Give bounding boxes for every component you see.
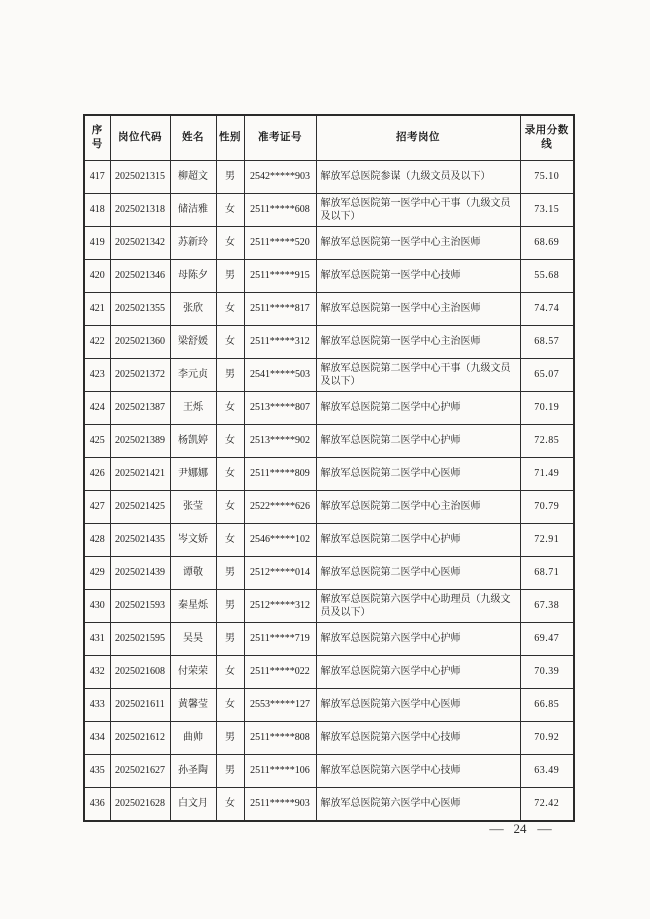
cell-gender: 女 (216, 788, 244, 822)
cell-score-line: 63.49 (520, 755, 574, 788)
cell-ticket-number: 2511*****903 (244, 788, 316, 822)
cell-score-line: 68.71 (520, 557, 574, 590)
cell-position-code: 2025021439 (110, 557, 170, 590)
cell-score-line: 55.68 (520, 260, 574, 293)
header-gender: 性别 (216, 115, 244, 161)
cell-name: 秦星烁 (170, 590, 216, 623)
table-row (84, 656, 574, 689)
cell-score-line: 65.07 (520, 359, 574, 392)
cell-score-line: 69.47 (520, 623, 574, 656)
cell-score-line: 72.85 (520, 425, 574, 458)
cell-ticket-number: 2511*****608 (244, 194, 316, 227)
cell-recruit-position: 解放军总医院第二医学中心医师 (316, 458, 520, 491)
cell-recruit-position: 解放军总医院第六医学中心技师 (316, 755, 520, 788)
cell-recruit-position: 解放军总医院第二医学中心护师 (316, 425, 520, 458)
cell-ticket-number: 2512*****014 (244, 557, 316, 590)
cell-ticket-number: 2511*****520 (244, 227, 316, 260)
cell-recruit-position: 解放军总医院第一医学中心干事（九级文员及以下） (316, 194, 520, 227)
cell-gender: 男 (216, 755, 244, 788)
cell-score-line: 70.79 (520, 491, 574, 524)
cell-recruit-position: 解放军总医院第六医学中心医师 (316, 689, 520, 722)
table-row (84, 590, 574, 623)
cell-seq: 422 (84, 326, 110, 359)
cell-gender: 男 (216, 161, 244, 194)
table-row (84, 260, 574, 293)
table-header-row (84, 115, 574, 161)
cell-gender: 女 (216, 293, 244, 326)
cell-recruit-position: 解放军总医院第二医学中心医师 (316, 557, 520, 590)
cell-name: 梁舒媛 (170, 326, 216, 359)
cell-seq: 425 (84, 425, 110, 458)
header-recruit-position: 招考岗位 (316, 115, 520, 161)
header-score-line: 录用分数线 (520, 115, 574, 161)
cell-gender: 男 (216, 557, 244, 590)
cell-position-code: 2025021628 (110, 788, 170, 822)
table-row (84, 392, 574, 425)
table-row (84, 227, 574, 260)
cell-score-line: 68.69 (520, 227, 574, 260)
cell-name: 柳超文 (170, 161, 216, 194)
cell-name: 谭敬 (170, 557, 216, 590)
cell-name: 孙圣陶 (170, 755, 216, 788)
page-number-value: 24 (513, 821, 527, 836)
cell-ticket-number: 2541*****503 (244, 359, 316, 392)
cell-seq: 430 (84, 590, 110, 623)
table-row (84, 326, 574, 359)
cell-seq: 417 (84, 161, 110, 194)
cell-position-code: 2025021435 (110, 524, 170, 557)
cell-name: 付荣荣 (170, 656, 216, 689)
cell-position-code: 2025021355 (110, 293, 170, 326)
cell-recruit-position: 解放军总医院第二医学中心干事（九级文员及以下） (316, 359, 520, 392)
cell-recruit-position: 解放军总医院第一医学中心主治医师 (316, 227, 520, 260)
cell-gender: 女 (216, 194, 244, 227)
cell-name: 苏新玲 (170, 227, 216, 260)
cell-position-code: 2025021389 (110, 425, 170, 458)
table-row (84, 788, 574, 822)
cell-ticket-number: 2513*****807 (244, 392, 316, 425)
table-row (84, 359, 574, 392)
cell-seq: 436 (84, 788, 110, 822)
page-number (470, 821, 570, 837)
cell-ticket-number: 2512*****312 (244, 590, 316, 623)
admission-score-table (83, 114, 575, 822)
table-row (84, 722, 574, 755)
header-seq: 序号 (84, 115, 110, 161)
cell-recruit-position: 解放军总医院第一医学中心主治医师 (316, 326, 520, 359)
cell-score-line: 73.15 (520, 194, 574, 227)
cell-score-line: 75.10 (520, 161, 574, 194)
cell-score-line: 70.19 (520, 392, 574, 425)
cell-position-code: 2025021593 (110, 590, 170, 623)
cell-position-code: 2025021595 (110, 623, 170, 656)
cell-name: 张莹 (170, 491, 216, 524)
cell-seq: 426 (84, 458, 110, 491)
cell-position-code: 2025021425 (110, 491, 170, 524)
cell-name: 母陈夕 (170, 260, 216, 293)
cell-gender: 男 (216, 260, 244, 293)
cell-position-code: 2025021627 (110, 755, 170, 788)
table-row (84, 491, 574, 524)
cell-gender: 男 (216, 359, 244, 392)
cell-name: 白文月 (170, 788, 216, 822)
cell-position-code: 2025021346 (110, 260, 170, 293)
cell-seq: 424 (84, 392, 110, 425)
cell-gender: 男 (216, 722, 244, 755)
cell-name: 李元贞 (170, 359, 216, 392)
cell-seq: 421 (84, 293, 110, 326)
cell-gender: 男 (216, 590, 244, 623)
table-row (84, 755, 574, 788)
table-row (84, 689, 574, 722)
cell-name: 尹娜娜 (170, 458, 216, 491)
cell-position-code: 2025021372 (110, 359, 170, 392)
cell-gender: 女 (216, 326, 244, 359)
cell-seq: 431 (84, 623, 110, 656)
cell-ticket-number: 2511*****915 (244, 260, 316, 293)
cell-position-code: 2025021612 (110, 722, 170, 755)
cell-ticket-number: 2513*****902 (244, 425, 316, 458)
cell-gender: 女 (216, 458, 244, 491)
cell-seq: 434 (84, 722, 110, 755)
cell-ticket-number: 2511*****106 (244, 755, 316, 788)
cell-seq: 420 (84, 260, 110, 293)
cell-score-line: 67.38 (520, 590, 574, 623)
cell-score-line: 72.42 (520, 788, 574, 822)
table-row (84, 623, 574, 656)
cell-name: 曲帅 (170, 722, 216, 755)
cell-gender: 女 (216, 689, 244, 722)
cell-position-code: 2025021318 (110, 194, 170, 227)
cell-ticket-number: 2511*****022 (244, 656, 316, 689)
cell-seq: 427 (84, 491, 110, 524)
cell-seq: 429 (84, 557, 110, 590)
table-row (84, 161, 574, 194)
cell-ticket-number: 2511*****809 (244, 458, 316, 491)
cell-name: 张欣 (170, 293, 216, 326)
cell-position-code: 2025021315 (110, 161, 170, 194)
cell-seq: 418 (84, 194, 110, 227)
table-row (84, 194, 574, 227)
cell-recruit-position: 解放军总医院参谋（九级文员及以下） (316, 161, 520, 194)
table-row (84, 425, 574, 458)
cell-score-line: 68.57 (520, 326, 574, 359)
cell-recruit-position: 解放军总医院第六医学中心护师 (316, 656, 520, 689)
cell-score-line: 70.92 (520, 722, 574, 755)
table-row (84, 293, 574, 326)
cell-ticket-number: 2553*****127 (244, 689, 316, 722)
cell-recruit-position: 解放军总医院第二医学中心护师 (316, 524, 520, 557)
cell-seq: 423 (84, 359, 110, 392)
cell-name: 储洁雅 (170, 194, 216, 227)
cell-score-line: 72.91 (520, 524, 574, 557)
table-row (84, 524, 574, 557)
cell-position-code: 2025021611 (110, 689, 170, 722)
cell-recruit-position: 解放军总医院第六医学中心技师 (316, 722, 520, 755)
table-row (84, 458, 574, 491)
cell-recruit-position: 解放军总医院第二医学中心主治医师 (316, 491, 520, 524)
cell-seq: 428 (84, 524, 110, 557)
page-number-right-dash: — (536, 821, 552, 836)
cell-position-code: 2025021421 (110, 458, 170, 491)
cell-ticket-number: 2511*****817 (244, 293, 316, 326)
cell-seq: 419 (84, 227, 110, 260)
cell-name: 王烁 (170, 392, 216, 425)
cell-recruit-position: 解放军总医院第六医学中心助理员（九级文员及以下） (316, 590, 520, 623)
cell-name: 岑文娇 (170, 524, 216, 557)
cell-gender: 女 (216, 392, 244, 425)
cell-seq: 433 (84, 689, 110, 722)
cell-ticket-number: 2542*****903 (244, 161, 316, 194)
header-name: 姓名 (170, 115, 216, 161)
page-number-left-dash: — (488, 821, 504, 836)
cell-name: 黄馨莹 (170, 689, 216, 722)
cell-gender: 女 (216, 524, 244, 557)
cell-name: 杨凯婷 (170, 425, 216, 458)
cell-ticket-number: 2511*****719 (244, 623, 316, 656)
cell-name: 吴昊 (170, 623, 216, 656)
cell-gender: 女 (216, 491, 244, 524)
cell-position-code: 2025021387 (110, 392, 170, 425)
cell-position-code: 2025021608 (110, 656, 170, 689)
cell-recruit-position: 解放军总医院第二医学中心护师 (316, 392, 520, 425)
cell-recruit-position: 解放军总医院第六医学中心护师 (316, 623, 520, 656)
cell-seq: 435 (84, 755, 110, 788)
cell-ticket-number: 2522*****626 (244, 491, 316, 524)
cell-ticket-number: 2511*****808 (244, 722, 316, 755)
cell-recruit-position: 解放军总医院第一医学中心技师 (316, 260, 520, 293)
cell-gender: 女 (216, 656, 244, 689)
cell-score-line: 71.49 (520, 458, 574, 491)
cell-recruit-position: 解放军总医院第一医学中心主治医师 (316, 293, 520, 326)
cell-position-code: 2025021342 (110, 227, 170, 260)
cell-ticket-number: 2511*****312 (244, 326, 316, 359)
cell-score-line: 66.85 (520, 689, 574, 722)
cell-ticket-number: 2546*****102 (244, 524, 316, 557)
header-position-code: 岗位代码 (110, 115, 170, 161)
header-ticket-number: 准考证号 (244, 115, 316, 161)
cell-score-line: 70.39 (520, 656, 574, 689)
cell-position-code: 2025021360 (110, 326, 170, 359)
cell-gender: 男 (216, 623, 244, 656)
table-row (84, 557, 574, 590)
cell-gender: 女 (216, 227, 244, 260)
cell-seq: 432 (84, 656, 110, 689)
cell-score-line: 74.74 (520, 293, 574, 326)
cell-recruit-position: 解放军总医院第六医学中心医师 (316, 788, 520, 822)
cell-gender: 女 (216, 425, 244, 458)
